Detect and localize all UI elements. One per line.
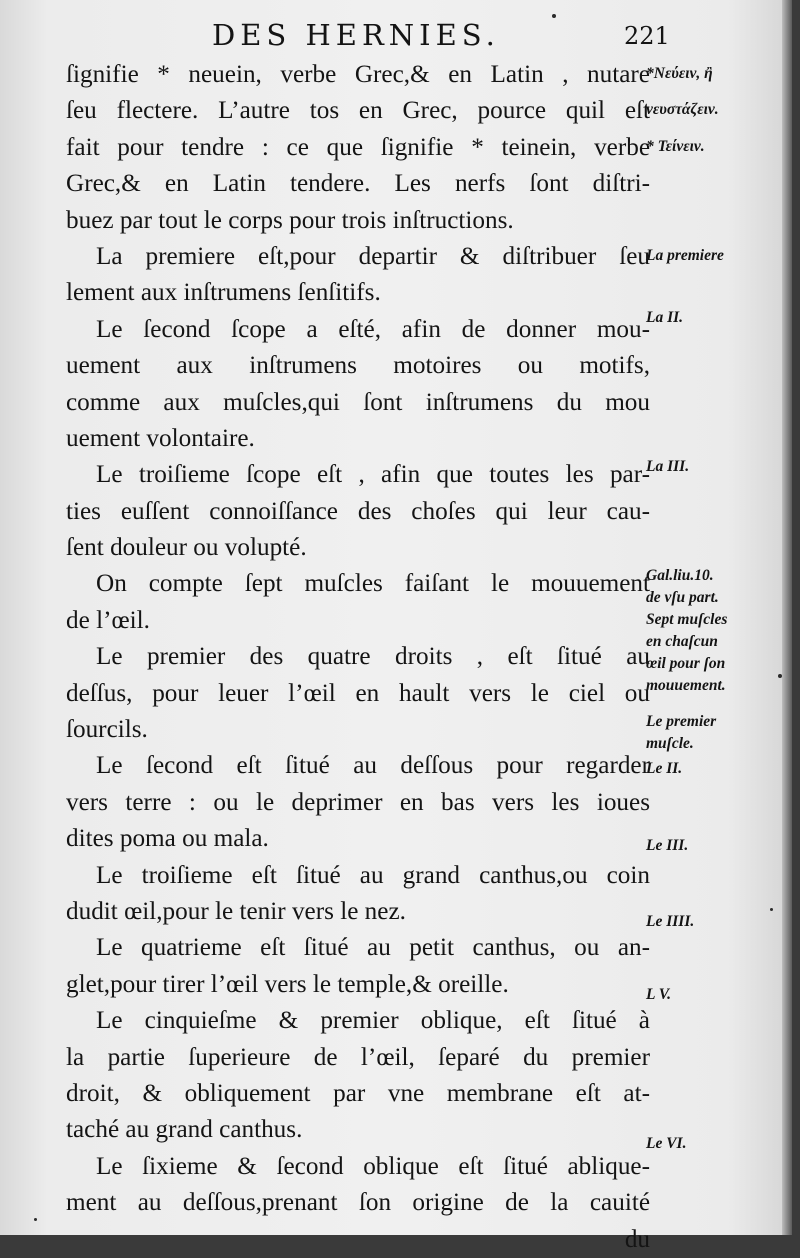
page-header (0, 18, 792, 58)
margin-note: La III. (646, 458, 690, 476)
margin-note: mouuement. (646, 676, 726, 694)
margin-note: Le premier (646, 712, 717, 730)
margin-note: *Νεύειν, ἢ (646, 65, 713, 82)
ink-speck (770, 908, 773, 911)
text-line: ties euſſent connoiſſance des choſes qui leur cau- (66, 497, 650, 525)
text-line: dudit œil,pour le tenir vers le nez. (66, 897, 406, 925)
body-text (66, 57, 650, 1258)
margin-note: La II. (646, 308, 684, 326)
text-line: vers terre : ou le deprimer en bas vers les ioues (66, 788, 650, 816)
margin-note: La premiere (646, 247, 724, 264)
text-line: Le troiſieme ſcope eſt , afin que toutes les par- (96, 461, 650, 489)
margin-note: Sept muſcles (646, 611, 728, 628)
text-line: Le cinquieſme & premier oblique, eſt ſitué à (96, 1007, 650, 1035)
text-line: glet,pour tirer l’œil vers le temple,& oreille. (66, 970, 509, 998)
margin-note: Le IIII. (646, 913, 695, 931)
text-line: ſent douleur ou volupté. (66, 534, 307, 562)
text-line: ment au deſſous,prenant ſon origine de la cauité (66, 1189, 650, 1217)
catchword: du (624, 1225, 650, 1253)
text-line: comme aux muſcles,qui ſont inſtrumens du mou (66, 388, 650, 416)
margin-note: muſcle. (646, 734, 694, 752)
text-line: taché au grand canthus. (66, 1116, 303, 1144)
text-line: La premiere eſt,pour departir & diſtribuer ſeu (96, 242, 650, 270)
ink-speck (778, 674, 782, 678)
margin-note: en chaſcun (646, 632, 718, 650)
page-edge (782, 0, 792, 1235)
ink-speck (34, 1218, 37, 1221)
margin-note: L V. (646, 985, 671, 1003)
margin-note: Le II. (646, 760, 683, 778)
text-line: Le quatrieme eſt ſitué au petit canthus, ou an- (96, 934, 650, 962)
text-line: ſignifie * neuein, verbe Grec,& en Latin , nutare (66, 61, 650, 88)
margin-note: Gal.liu.10. (646, 567, 714, 585)
margin-note: œil pour ſon (646, 654, 726, 672)
text-line: Le troiſieme eſt ſitué au grand canthus,ou coin (96, 861, 650, 889)
text-line: dites poma ou mala. (66, 825, 269, 853)
text-line: uement aux inſtrumens motoires ou motifs, (66, 352, 650, 380)
ink-speck (552, 14, 556, 18)
text-line: de l’œil. (66, 606, 150, 634)
text-line: droit, & obliquement par vne membrane eſt at- (66, 1079, 650, 1107)
margin-note: Le VI. (646, 1135, 687, 1153)
margin-note: * Τείνειν. (646, 137, 705, 155)
running-title: DES HERNIES. (212, 18, 500, 52)
text-line: buez par tout le corps pour trois inſtructions. (66, 206, 514, 234)
text-line: Grec,& en Latin tendere. Les nerfs ſont diſtri- (66, 170, 650, 198)
margin-note: νευστάζειν. (646, 101, 719, 119)
page-number: 221 (624, 22, 670, 50)
text-line: Le ſixieme & ſecond oblique eſt ſitué ablique- (96, 1152, 650, 1180)
margin-note: de vſu part. (646, 589, 719, 607)
text-line: lement aux inſtrumens ſenſitifs. (66, 279, 381, 307)
text-line: Le premier des quatre droits , eſt ſitué au (96, 643, 650, 671)
text-line: uement volontaire. (66, 424, 255, 452)
text-line: Le ſecond ſcope a eſté, afin de donner mou- (96, 315, 650, 343)
text-line: ſeu flectere. L’autre tos en Grec, pource quil eſt (66, 97, 650, 125)
margin-note: Le III. (646, 836, 689, 854)
text-line: Le ſecond eſt ſitué au deſſous pour regarder (96, 752, 650, 780)
text-line: On compte ſept muſcles faiſant le mouuement (96, 570, 650, 598)
text-line: ſourcils. (66, 716, 148, 744)
text-line: deſſus, pour leuer l’œil en hault vers le ciel ou (66, 679, 650, 707)
text-line: fait pour tendre : ce que ſignifie * teinein, verbe (66, 133, 650, 161)
text-line: la partie ſuperieure de l’œil, ſeparé du premier (66, 1043, 650, 1071)
